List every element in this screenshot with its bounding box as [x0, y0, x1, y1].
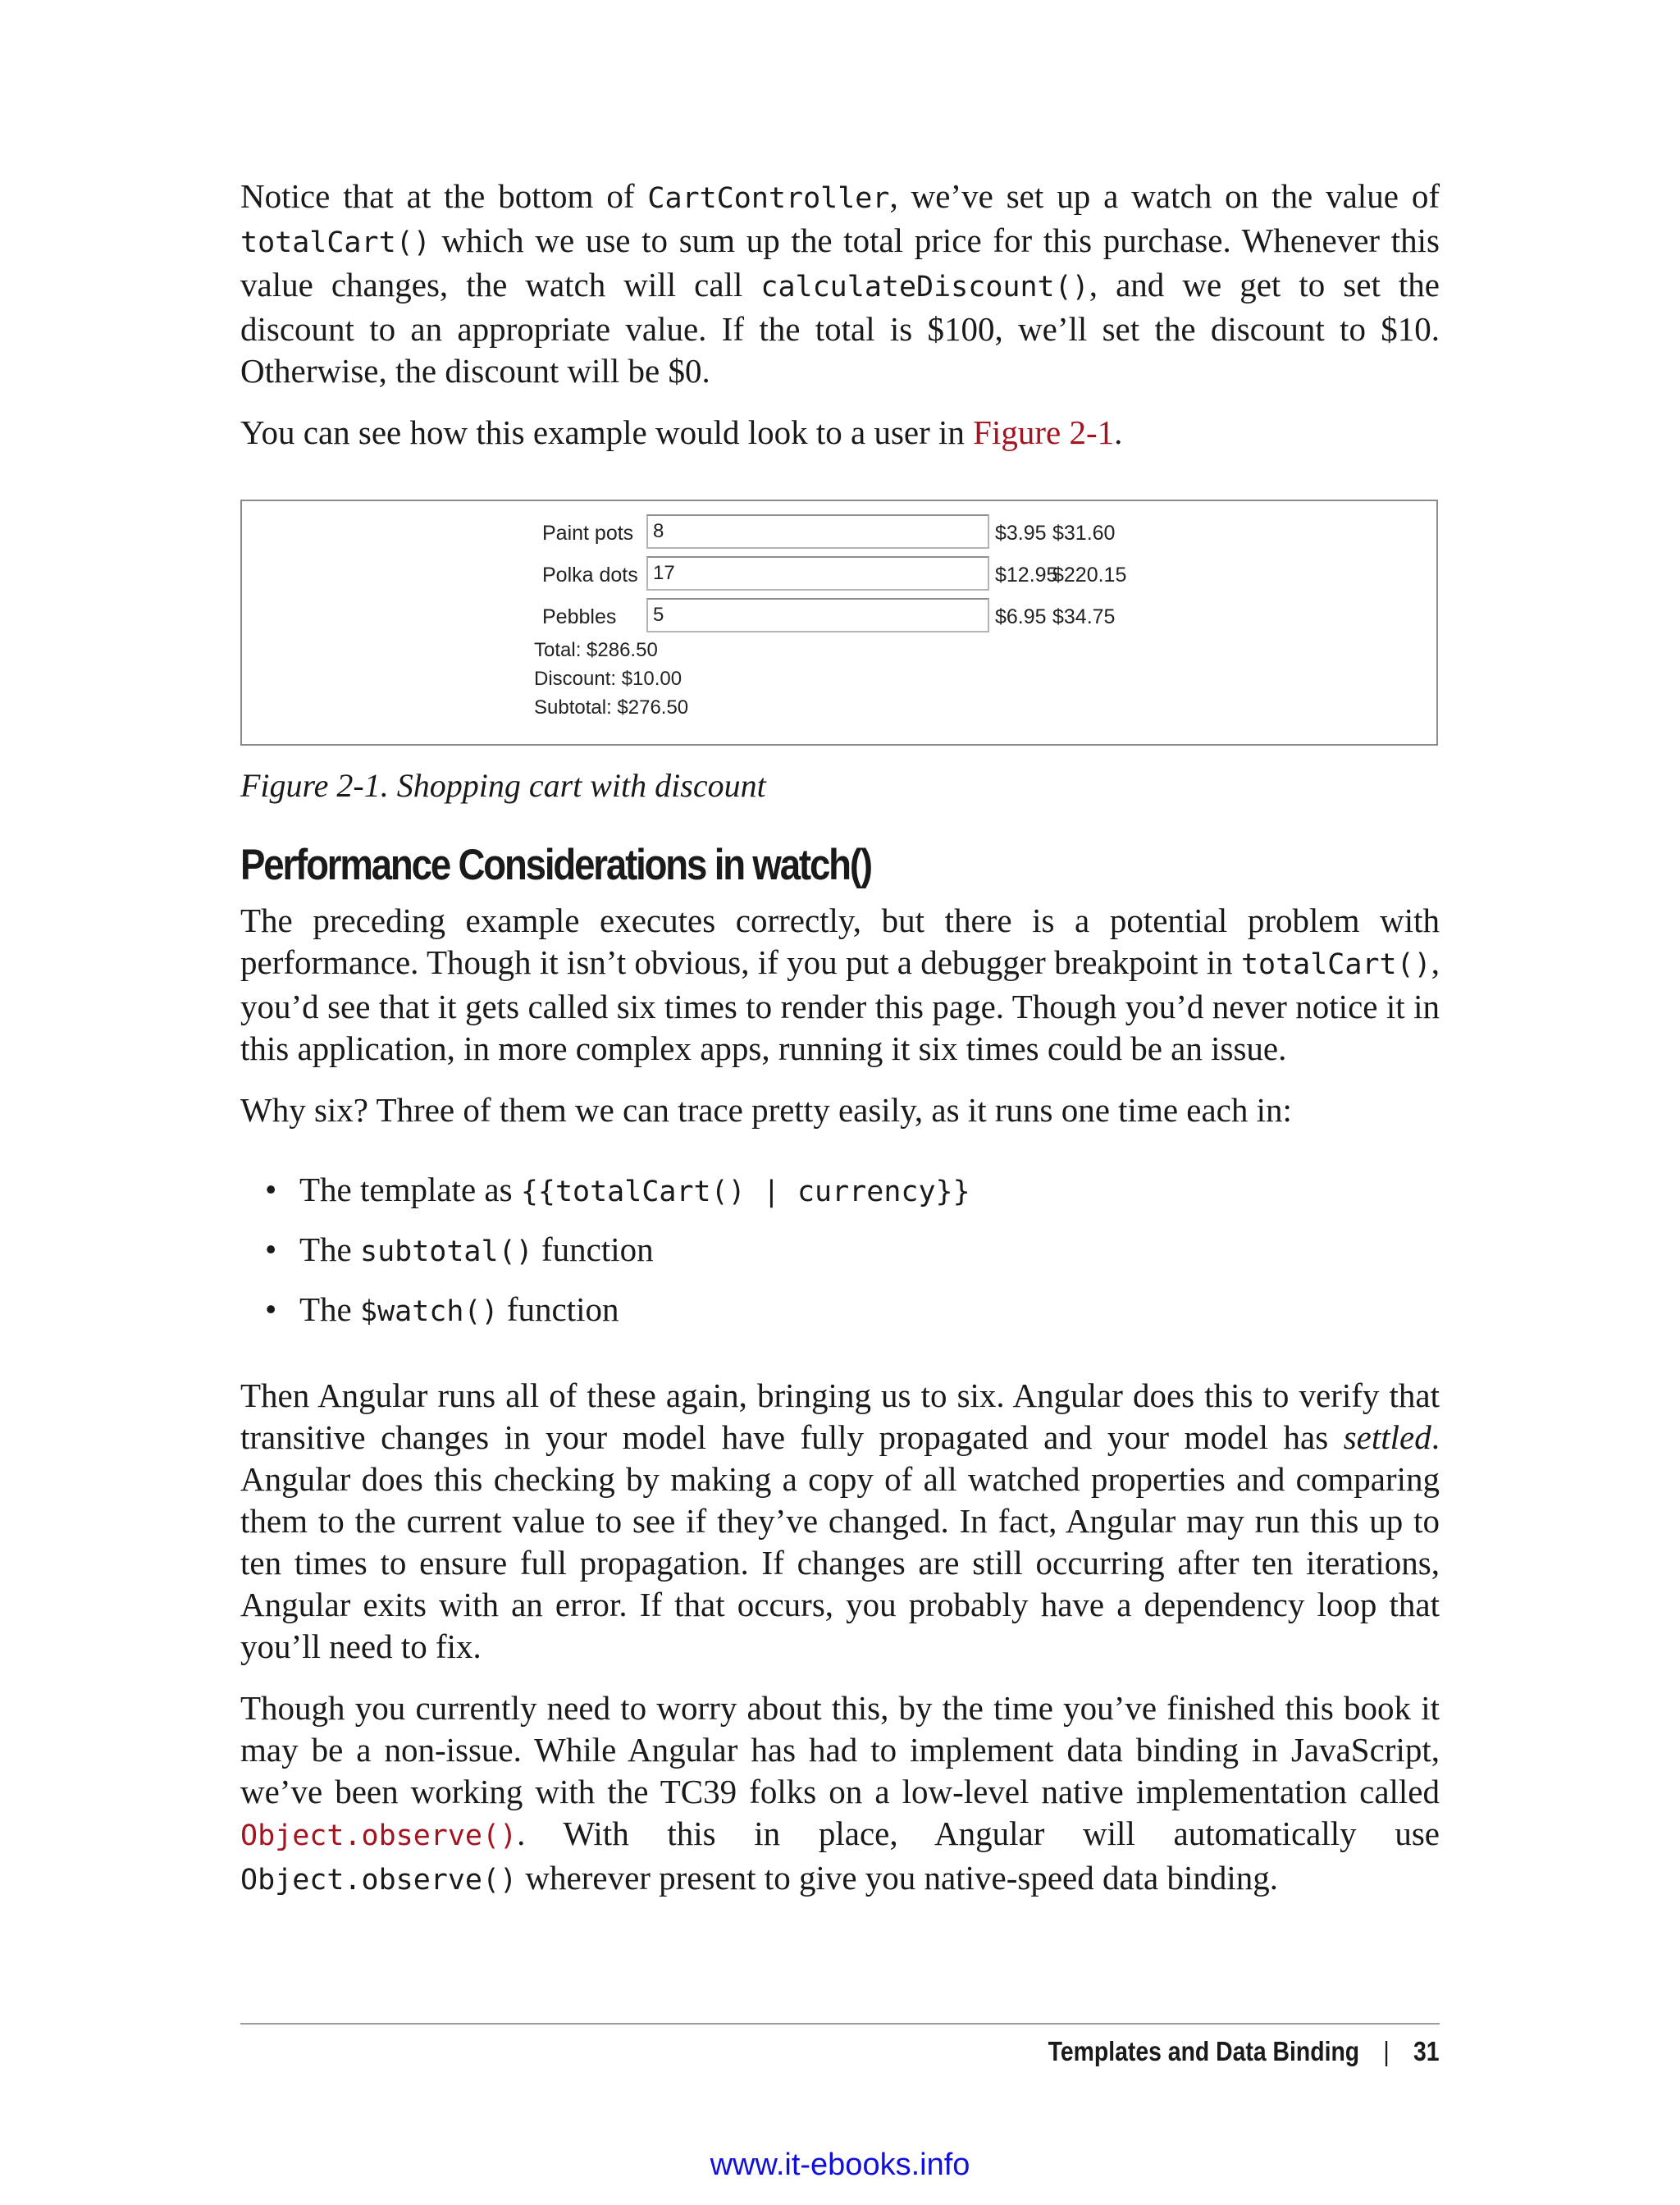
text: , you’d see that it gets called six times to render this page. Though you’d never notice it in this application, in more complex apps, running it six times could be an issue. — [240, 943, 1440, 1067]
code-calculatediscount: calculateDiscount() — [760, 271, 1089, 304]
item-price: $6.95 — [995, 605, 1047, 628]
page-number: 31 — [1413, 2036, 1440, 2066]
item-price: $3.95 — [995, 522, 1047, 545]
paragraph-figure-reference — [240, 412, 1440, 454]
item-price: $12.95 — [995, 564, 1058, 587]
code-template-expression: {{totalCart() | currency}} — [520, 1176, 970, 1208]
bullet-icon: • — [265, 1290, 277, 1328]
paragraph-why-six: Why six? Three of them we can trace pretty easily, as it runs one time each in: — [240, 1091, 1292, 1129]
paragraph-object-observe — [240, 1687, 1440, 1901]
item-total: $220.15 — [1052, 564, 1127, 587]
paragraph-performance — [240, 900, 1440, 1070]
bullet-item — [240, 1161, 1440, 1221]
footer-section-title: Templates and Data Binding — [1048, 2036, 1360, 2066]
text: Though you currently need to worry about this, by the time you’ve finished this book it may be a non-issue. While Angular has had to implement data binding in JavaScript, we’ve been working with the TC39 folks on a low-level native implementation called — [240, 1689, 1440, 1810]
quantity-input[interactable]: 8 — [646, 514, 989, 549]
quantity-input[interactable]: 17 — [646, 556, 989, 591]
shopping-cart-figure — [240, 500, 1438, 746]
code-totalcart: totalCart() — [1240, 948, 1431, 981]
text: Notice that at the bottom of — [240, 177, 648, 215]
item-name: Paint pots — [542, 522, 634, 545]
text: Then Angular runs all of these again, bringing us to six. Angular does this to verify that transitive changes in your model have fully propagated and your model has — [240, 1376, 1440, 1456]
bullet-list — [240, 1161, 1440, 1340]
text: The template as — [299, 1171, 521, 1208]
text: which we use to sum up the total price for this purchase. Whenever this value changes, the watch will call — [240, 221, 1440, 304]
item-total: $34.75 — [1052, 605, 1116, 628]
text: The — [299, 1230, 360, 1268]
quantity-input[interactable]: 5 — [646, 598, 989, 632]
text: , we’ve set up a watch on the value of — [889, 177, 1440, 215]
cart-discount: Discount: $10.00 — [534, 668, 682, 690]
cart-item-row — [536, 598, 1274, 636]
page-content — [240, 176, 1440, 1921]
paragraph-watch-intro — [240, 176, 1440, 392]
text: function — [498, 1290, 619, 1328]
code-totalcart: totalCart() — [240, 226, 431, 259]
cart-subtotal: Subtotal: $276.50 — [534, 696, 689, 719]
figure-caption: Figure 2-1. Shopping cart with discount — [240, 767, 766, 804]
footer-divider — [240, 2023, 1440, 2025]
paragraph-angular-runs — [240, 1375, 1440, 1668]
text: . Angular does this checking by making a copy of all watched properties and comparing them to the current value to see if they’ve changed. In fact, Angular may run this up to ten times to ensure full propagation. If changes are still occurring after ten iterations, Angular exits with an error. If that occurs, you probably have a dependency loop that you’ll need to fix. — [240, 1418, 1440, 1665]
text: function — [532, 1230, 654, 1268]
text: , and we get to set the discount to an appropriate value. If the total is $100, we’ll set the discount to $10. Otherwise, the discount will be $0. — [240, 266, 1440, 390]
emphasis-settled: settled — [1343, 1418, 1431, 1456]
cart-total: Total: $286.50 — [534, 639, 658, 661]
figure-link[interactable]: Figure 2-1 — [973, 413, 1115, 451]
watermark-link[interactable]: www.it-ebooks.info — [710, 2148, 970, 2182]
bullet-icon: • — [265, 1230, 277, 1268]
code-object-observe: Object.observe() — [240, 1864, 518, 1897]
item-total: $31.60 — [1052, 522, 1116, 545]
text: . With this in place, Angular will automatically use — [517, 1815, 1440, 1852]
footer-separator: | — [1383, 2036, 1390, 2066]
code-subtotal: subtotal() — [360, 1235, 533, 1268]
cart-item-row — [536, 514, 1274, 552]
text: The — [299, 1290, 360, 1328]
cart-item-row — [536, 556, 1274, 594]
text: The preceding example executes correctly, but there is a potential problem with performance. Though it isn’t obvious, if you put a debugger breakpoint in — [240, 902, 1440, 981]
code-watch: $watch() — [360, 1295, 499, 1328]
bullet-icon: • — [265, 1171, 277, 1208]
text: wherever present to give you native-speed data binding. — [517, 1859, 1279, 1897]
object-observe-link[interactable]: Object.observe() — [240, 1819, 518, 1852]
text: You can see how this example would look to a user in — [240, 413, 974, 451]
section-heading: Performance Considerations in watch() — [240, 841, 871, 889]
item-name: Pebbles — [542, 605, 617, 628]
text: . — [1114, 413, 1123, 451]
item-name: Polka dots — [542, 564, 638, 587]
bullet-item — [240, 1221, 1440, 1281]
running-footer — [1048, 2029, 1440, 2075]
bullet-item — [240, 1281, 1440, 1340]
code-cartcontroller: CartController — [647, 182, 890, 215]
